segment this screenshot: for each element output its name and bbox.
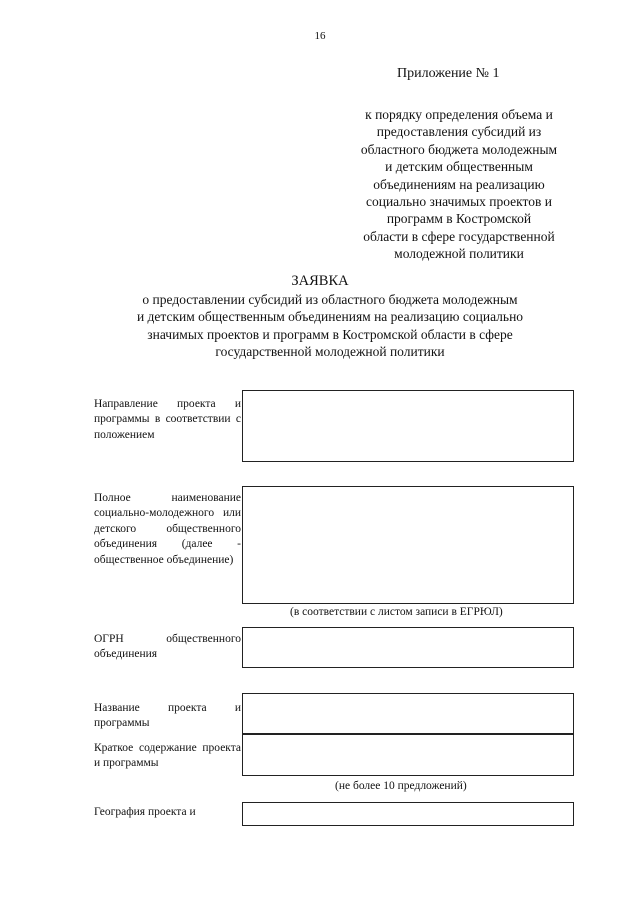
full-name-field[interactable]	[242, 486, 574, 604]
page-number: 16	[314, 30, 326, 42]
geography-field[interactable]	[242, 802, 574, 826]
summary-label: Краткое содержание проекта и программы	[94, 742, 241, 770]
project-name-label: Название проекта и программы	[94, 702, 241, 730]
appendix-description	[322, 106, 596, 263]
appendix-line: к порядку определения объема и	[365, 107, 553, 122]
appendix-line: социально значимых проектов и	[365, 194, 552, 210]
appendix-title: Приложение № 1	[397, 66, 500, 81]
subtitle-line: значимых проектов и программ в Костромской области в сфере	[147, 326, 513, 342]
subtitle-line: государственной молодежной политики	[215, 343, 445, 359]
subtitle-line: и детским общественным объединениям на реализацию социально	[136, 309, 524, 325]
geography-label: География проекта и	[94, 806, 196, 818]
full-name-label: Полное наименование социально-молодежного или детского общественного объединения (далее - общественное объединение)	[94, 492, 241, 566]
document-subtitle	[110, 291, 550, 360]
summary-field[interactable]	[242, 734, 574, 776]
document-title: ЗАЯВКА	[291, 273, 349, 289]
direction-field[interactable]	[242, 390, 574, 462]
full-name-note: (в соответствии с листом записи в ЕГРЮЛ)	[290, 606, 503, 618]
summary-note: (не более 10 предложений)	[335, 780, 467, 792]
appendix-line: объединениям на реализацию	[373, 176, 545, 192]
appendix-line: молодежной политики	[394, 246, 524, 262]
subtitle-line: о предоставлении субсидий из областного бюджета молодежным	[142, 292, 518, 307]
appendix-line: и детским общественным	[385, 159, 533, 175]
project-name-field[interactable]	[242, 693, 574, 734]
ogrn-label: ОГРН общественного объединения	[94, 633, 241, 661]
appendix-line: предоставления субсидий из	[376, 124, 542, 140]
appendix-line: области в сфере государственной	[363, 228, 555, 244]
appendix-line: областного бюджета молодежным	[360, 141, 558, 157]
direction-label: Направление проекта и программы в соответствии с положением	[94, 398, 241, 441]
ogrn-field[interactable]	[242, 627, 574, 668]
appendix-line: программ в Костромской	[386, 211, 532, 227]
